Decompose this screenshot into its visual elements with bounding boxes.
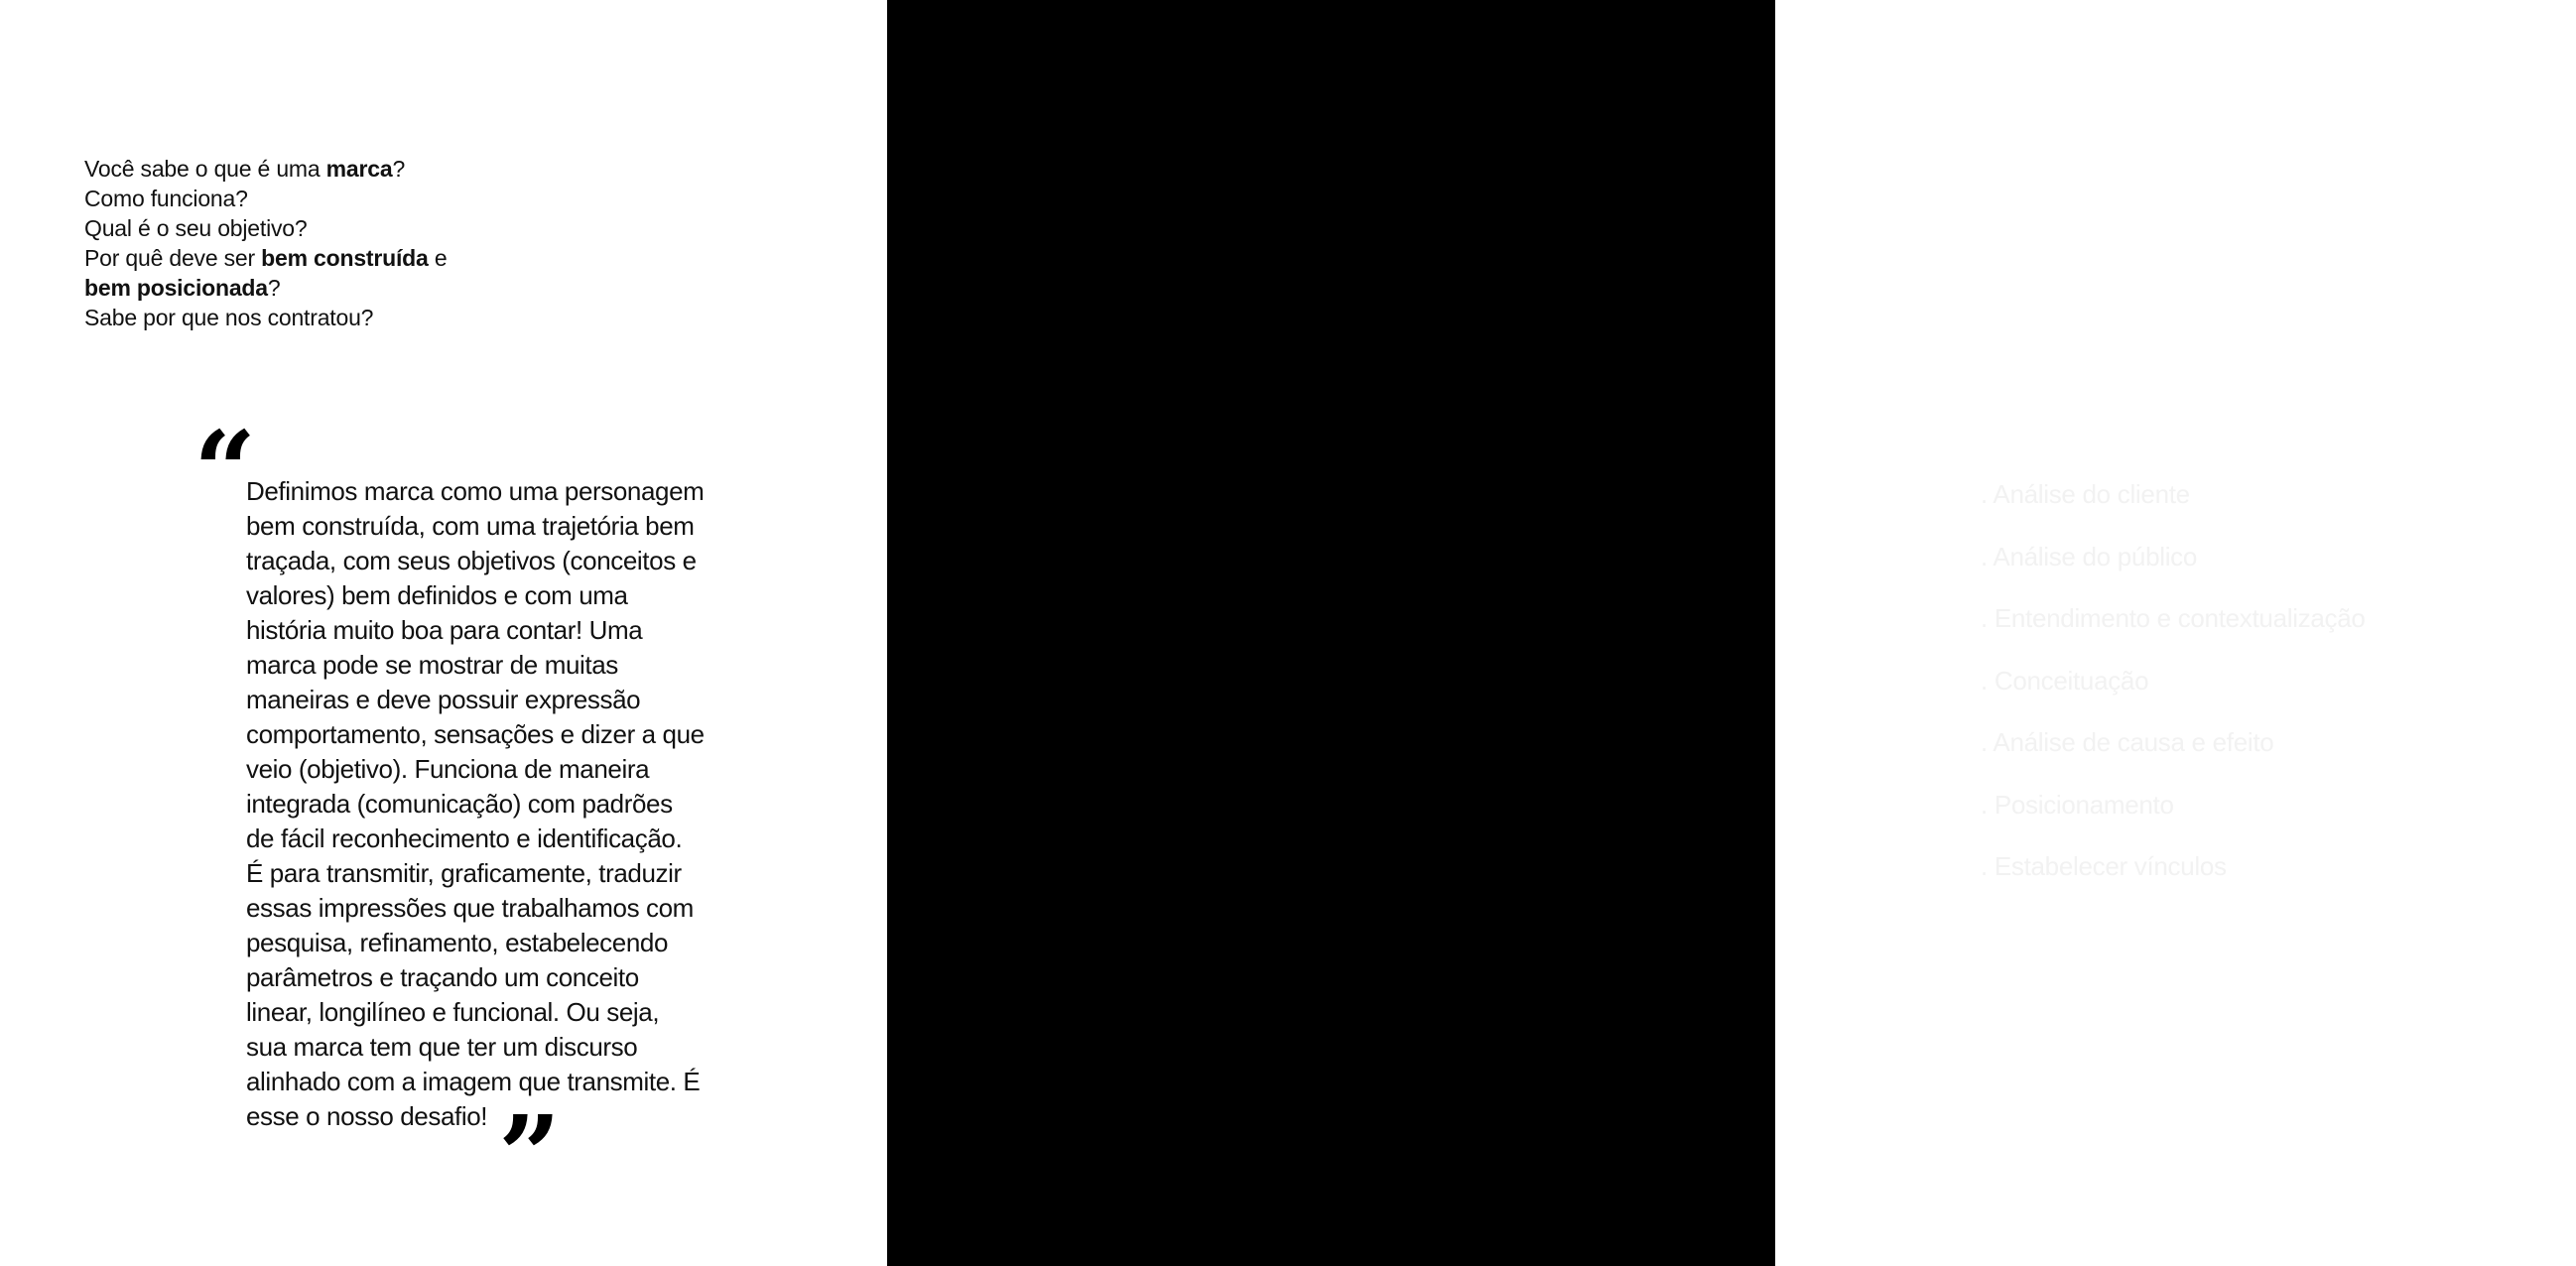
brand-definition-quote: [246, 474, 722, 1134]
question-text: e: [428, 245, 448, 271]
question-line: [84, 303, 580, 332]
quote-line: história muito boa para contar! Uma: [246, 615, 643, 645]
service-item: . Conceituação: [1981, 665, 2149, 696]
question-line: [84, 184, 580, 213]
close-quote-mark: ”: [498, 1091, 562, 1219]
quote-line: sua marca tem que ter um discurso: [246, 1032, 638, 1062]
services-list: [1981, 476, 2576, 911]
question-text: ?: [392, 156, 406, 182]
question-emphasis: bem posicionada: [84, 275, 268, 301]
question-text: Você sabe o que é uma: [84, 156, 326, 182]
question-text: Como funciona?: [84, 186, 248, 211]
quote-line: valores) bem definidos e com uma: [246, 580, 628, 610]
quote-line: essas impressões que trabalhamos com: [246, 893, 694, 923]
intro-questions: [84, 154, 580, 332]
question-line: [84, 213, 580, 243]
quote-line: parâmetros e traçando um conceito: [246, 962, 639, 992]
quote-line: integrada (comunicação) com padrões: [246, 789, 673, 819]
service-item: . Estabelecer vínculos: [1981, 851, 2227, 881]
quote-line: bem construída, com uma trajetória bem: [246, 511, 695, 541]
quote-line: marca pode se mostrar de muitas: [246, 650, 618, 680]
question-text: Sabe por que nos contratou?: [84, 305, 374, 330]
question-line: [84, 273, 580, 303]
question-emphasis: marca: [325, 156, 393, 182]
service-item: . Entendimento e contextualização: [1981, 603, 2366, 633]
right-page: [887, 0, 2366, 1266]
service-item: . Posicionamento: [1981, 789, 2174, 820]
question-text: ?: [267, 275, 281, 301]
question-text: Qual é o seu objetivo?: [84, 215, 308, 241]
quote-line: Definimos marca como uma personagem: [246, 476, 705, 506]
question-line: [84, 243, 580, 273]
quote-line: alinhado com a imagem que transmite. É: [246, 1067, 701, 1096]
service-item: . Análise do cliente: [1981, 479, 2190, 509]
question-line: [84, 154, 580, 184]
quote-line: linear, longilíneo e funcional. Ou seja,: [246, 997, 660, 1027]
quote-line: É para transmitir, graficamente, traduzir: [246, 858, 682, 888]
question-emphasis: bem construída: [261, 245, 429, 271]
service-item: . Análise do público: [1981, 541, 2198, 571]
left-page: [0, 0, 887, 1266]
quote-line: pesquisa, refinamento, estabelecendo: [246, 928, 669, 957]
quote-line: de fácil reconhecimento e identificação.: [246, 823, 683, 853]
service-item: . Análise de causa e efeito: [1981, 727, 2274, 757]
quote-line: esse o nosso desafio!: [246, 1101, 488, 1131]
quote-line: traçada, com seus objetivos (conceitos e: [246, 546, 697, 575]
quote-line: maneiras e deve possuir expressão: [246, 685, 641, 714]
question-text: Por quê deve ser: [84, 245, 262, 271]
quote-line: comportamento, sensações e dizer a que: [246, 719, 705, 749]
open-quote-mark: “: [193, 407, 257, 535]
quote-line: veio (objetivo). Funciona de maneira: [246, 754, 650, 784]
